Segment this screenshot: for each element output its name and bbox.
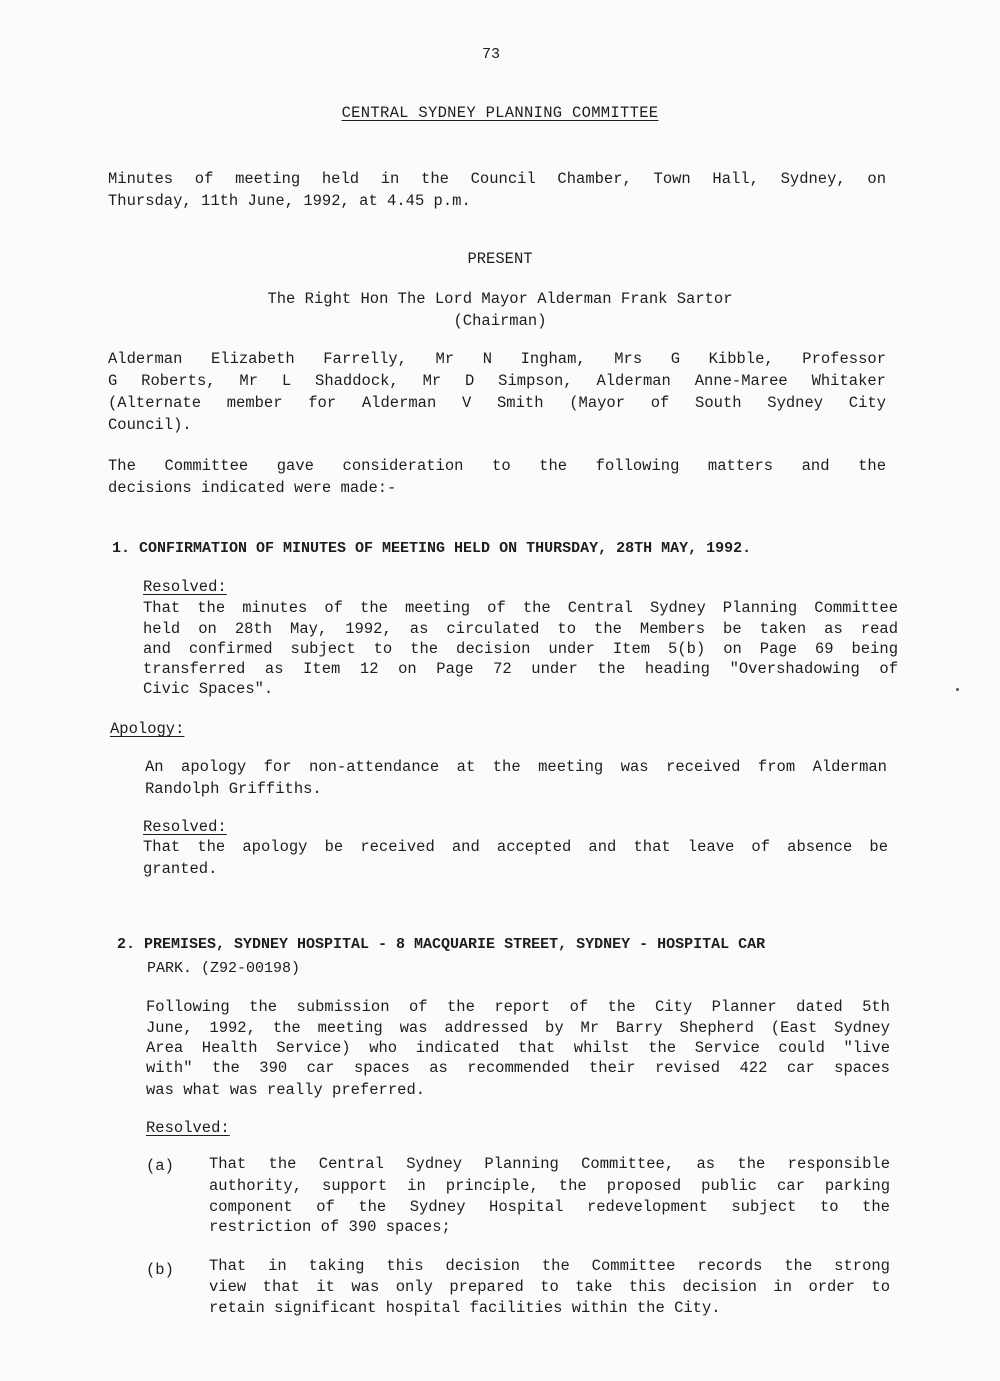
item-2-heading-line-2: PARK. (Z92-00198)	[147, 960, 301, 977]
item-2-body-line-5: was what was really preferred.	[146, 1081, 426, 1099]
chairman-name: The Right Hon The Lord Mayor Alderman Frank Sartor	[267, 290, 733, 308]
item-1-resolved-line-4: transferred as Item 12 on Page 72 under the heading "Overshadowing of	[143, 660, 898, 678]
consideration-line-2: decisions indicated were made:-	[108, 479, 397, 497]
sub-item-b-line-2: view that it was only prepared to take this decision in order to	[209, 1278, 890, 1296]
item-1-resolved-line-2: held on 28th May, 1992, as circulated to the Members be taken as read	[143, 620, 898, 638]
item-2-body-line-4: with" the 390 car spaces as recommended their revised 422 car spaces	[146, 1059, 890, 1077]
item-2-body-line-2: June, 1992, the meeting was addressed by Mr Barry Shepherd (East Sydney	[146, 1019, 890, 1037]
item-1-resolved-line-5: Civic Spaces".	[143, 680, 274, 698]
sub-item-b-letter: (b)	[146, 1261, 174, 1279]
item-2-body-line-1: Following the submission of the report of the City Planner dated 5th	[146, 998, 890, 1016]
present-heading: PRESENT	[467, 250, 533, 268]
apology-line-1: An apology for non-attendance at the meeting was received from Alderman	[145, 758, 887, 776]
item-1-resolved-line-3: and confirmed subject to the decision under Item 5(b) on Page 69 being	[143, 640, 898, 658]
intro-line-1: Minutes of meeting held in the Council Chamber, Town Hall, Sydney, on	[108, 170, 886, 188]
sub-item-a-line-1: That the Central Sydney Planning Committee, as the responsible	[209, 1155, 890, 1173]
item-2-resolved-label: Resolved:	[146, 1119, 230, 1137]
apology-line-2: Randolph Griffiths.	[145, 780, 322, 798]
apology-label: Apology:	[110, 720, 185, 738]
intro-line-2: Thursday, 11th June, 1992, at 4.45 p.m.	[108, 192, 471, 210]
item-2-body-line-3: Area Health Service) who indicated that whilst the Service could "live	[146, 1039, 890, 1057]
sub-item-a-line-2: authority, support in principle, the proposed public car parking	[209, 1177, 890, 1195]
apology-resolved-line-1: That the apology be received and accepted and that leave of absence be	[143, 838, 888, 856]
sub-item-a-line-3: component of the Sydney Hospital redevelopment subject to the	[209, 1198, 890, 1216]
item-1-heading: 1. CONFIRMATION OF MINUTES OF MEETING HELD ON THURSDAY, 28TH MAY, 1992.	[112, 540, 752, 557]
members-line-2: G Roberts, Mr L Shaddock, Mr D Simpson, Alderman Anne-Maree Whitaker	[108, 372, 886, 390]
sub-item-b-line-3: retain significant hospital facilities within the City.	[209, 1299, 721, 1317]
apology-resolved-label: Resolved:	[143, 818, 227, 836]
members-line-1: Alderman Elizabeth Farrelly, Mr N Ingham, Mrs G Kibble, Professor	[108, 350, 886, 368]
item-2-heading-line-1: 2. PREMISES, SYDNEY HOSPITAL - 8 MACQUARIE STREET, SYDNEY - HOSPITAL CAR	[117, 936, 766, 953]
sub-item-b-line-1: That in taking this decision the Committee records the strong	[209, 1257, 890, 1275]
sub-item-a-line-4: restriction of 390 spaces;	[209, 1218, 451, 1236]
document-title: CENTRAL SYDNEY PLANNING COMMITTEE	[341, 104, 659, 122]
sub-item-a-letter: (a)	[146, 1157, 174, 1175]
apology-resolved-line-2: granted.	[143, 860, 218, 878]
consideration-line-1: The Committee gave consideration to the following matters and the	[108, 457, 886, 475]
item-1-resolved-line-1: That the minutes of the meeting of the Central Sydney Planning Committee	[143, 599, 898, 617]
chairman-role: (Chairman)	[453, 312, 547, 330]
members-line-3: (Alternate member for Alderman V Smith (Mayor of South Sydney City	[108, 394, 886, 412]
page-number: 73	[482, 46, 501, 63]
scan-speck	[956, 688, 959, 691]
members-line-4: Council).	[108, 416, 192, 434]
item-1-resolved-label: Resolved:	[143, 578, 227, 596]
